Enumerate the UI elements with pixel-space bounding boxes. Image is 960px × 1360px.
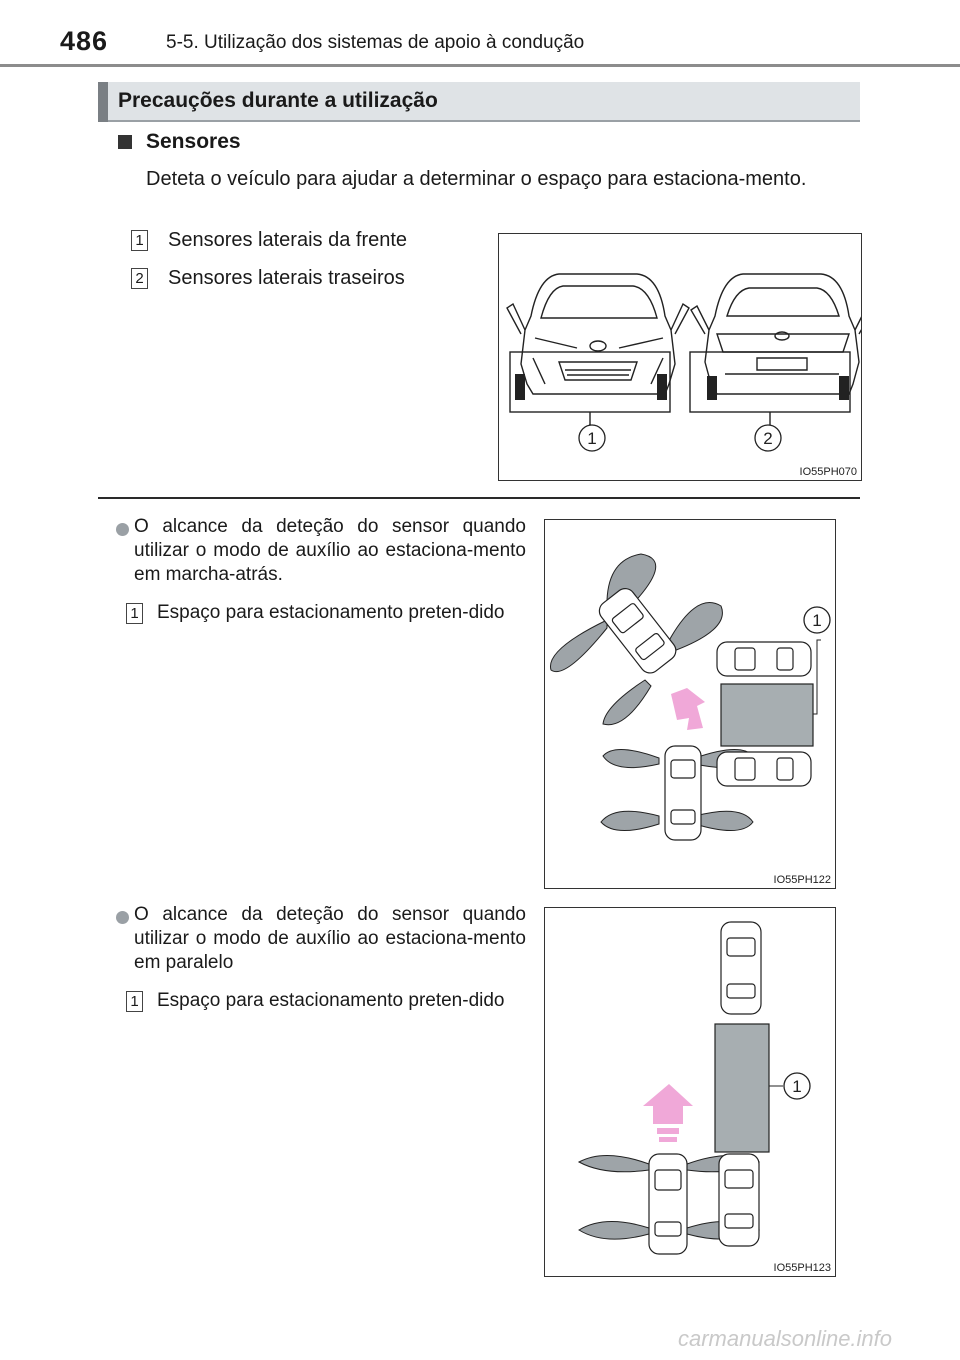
callout-1: 1	[812, 611, 822, 630]
square-bullet-icon	[118, 135, 132, 149]
bullet-text-parallel-parking: O alcance da deteção do sensor quando utilizar o modo de auxílio ao estaciona-mento em paralelo	[134, 904, 526, 973]
figure-reverse-parking	[544, 519, 836, 889]
page-number: 486	[60, 26, 109, 56]
item-number-badge: 2	[131, 268, 148, 289]
section-bar-accent	[98, 82, 108, 122]
figure-code: IO55PH070	[799, 466, 857, 478]
bullet-dot-icon	[116, 911, 129, 924]
section-title: Precauções durante a utilização	[118, 89, 438, 112]
callout-labels	[499, 234, 861, 480]
item-number-badge: 1	[126, 991, 143, 1012]
callout-2: 2	[763, 429, 773, 448]
parking-space-label: Espaço para estacionamento preten-dido	[157, 990, 505, 1011]
figure-parallel-parking	[544, 907, 836, 1277]
footer-watermark[interactable]: carmanualsonline.info	[678, 1326, 893, 1351]
callout-labels	[545, 908, 835, 1276]
figure-car-front-rear	[498, 233, 862, 481]
callout-1: 1	[792, 1077, 802, 1096]
sensors-heading: Sensores	[146, 130, 241, 153]
item-label-rear-sensors: Sensores laterais traseiros	[168, 267, 405, 289]
item-number-badge: 1	[131, 230, 148, 251]
section-divider	[98, 497, 860, 499]
bullet-text-reverse-parking: O alcance da deteção do sensor quando utilizar o modo de auxílio ao estaciona-mento em marcha-atrás.	[134, 516, 526, 585]
chapter-title: 5-5. Utilização dos sistemas de apoio à condução	[166, 32, 585, 53]
callout-1: 1	[587, 429, 597, 448]
callout-labels	[545, 520, 835, 888]
item-number-badge: 1	[126, 603, 143, 624]
figure-code: IO55PH123	[773, 1262, 831, 1274]
sensors-description: Deteta o veículo para ajudar a determinar o espaço para estaciona-mento.	[146, 168, 807, 190]
header-rule	[0, 64, 960, 67]
parking-space-label: Espaço para estacionamento preten-dido	[157, 602, 505, 623]
item-label-front-sensors: Sensores laterais da frente	[168, 229, 408, 251]
figure-code: IO55PH122	[773, 874, 831, 886]
bullet-dot-icon	[116, 523, 129, 536]
